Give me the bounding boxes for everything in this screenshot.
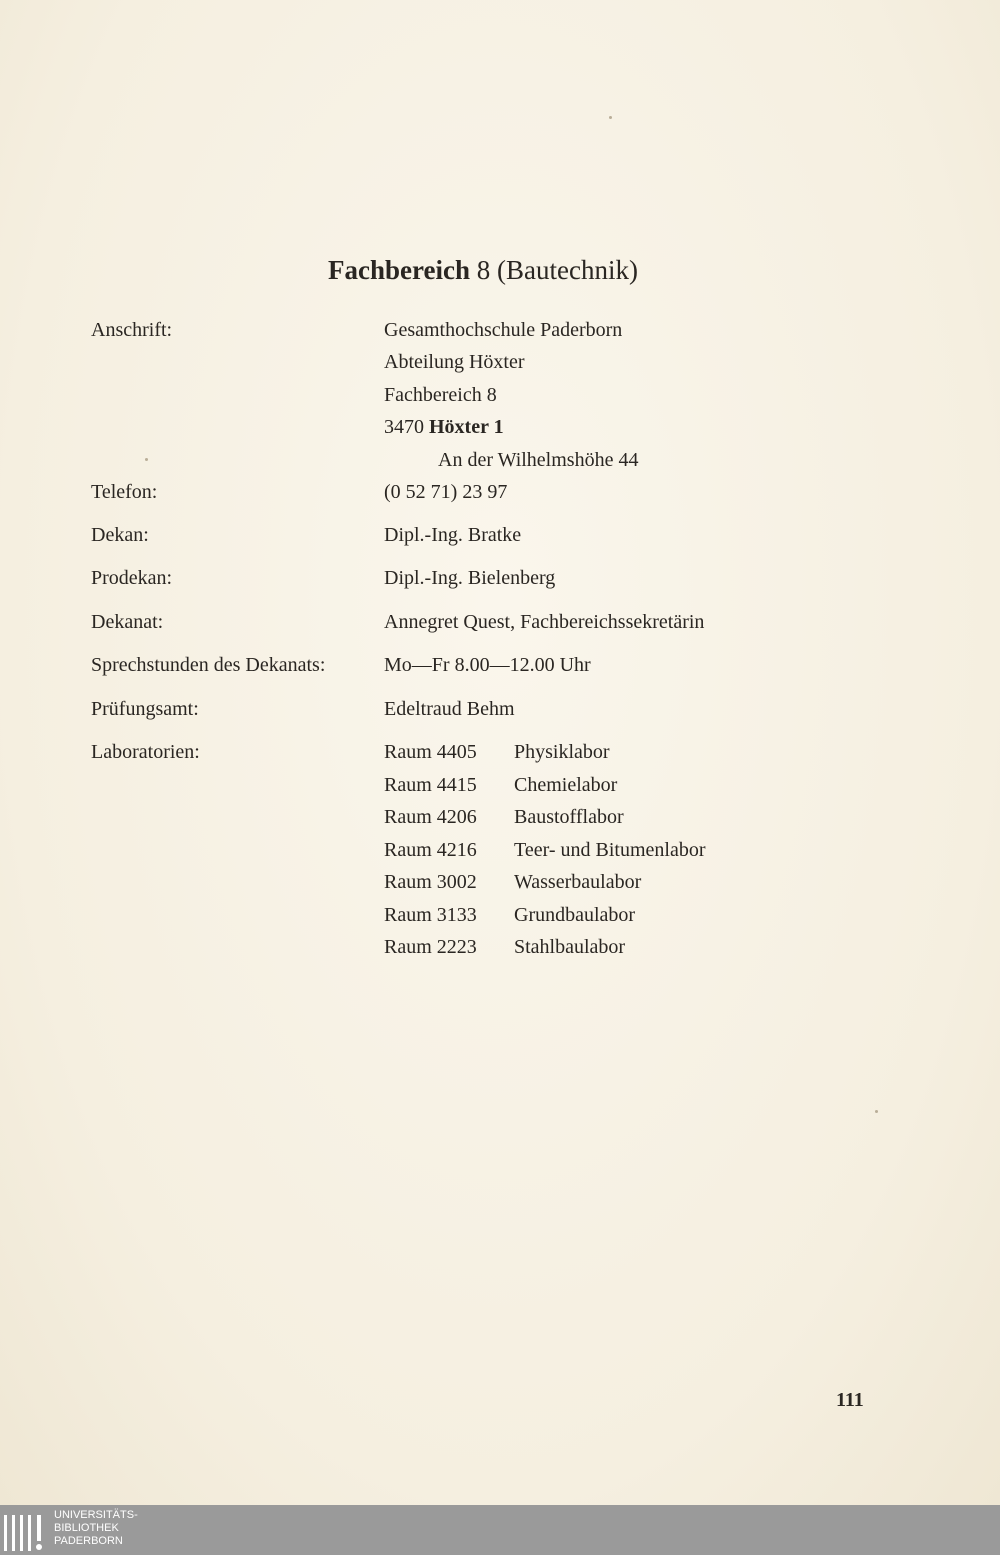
lab-name: Physiklabor bbox=[514, 741, 610, 763]
lab-room: Raum 3002 bbox=[384, 871, 477, 893]
dekanat-value: Annegret Quest, Fachbereichssekretärin bbox=[384, 611, 705, 633]
title-bold: Fachbereich bbox=[328, 255, 471, 285]
pruefungsamt-value: Edeltraud Behm bbox=[384, 698, 515, 720]
lab-name: Grundbaulabor bbox=[514, 904, 636, 926]
title-rest: 8 (Bautechnik) bbox=[470, 255, 638, 285]
logo-line: UNIVERSITÄTS- bbox=[54, 1509, 138, 1521]
lab-room: Raum 3133 bbox=[384, 904, 477, 926]
logo-line: PADERBORN bbox=[54, 1535, 123, 1547]
paper-speck bbox=[609, 116, 612, 119]
prodekan-label: Prodekan: bbox=[91, 567, 173, 589]
address-line-2: Abteilung Höxter bbox=[384, 351, 525, 373]
lab-name: Chemielabor bbox=[514, 774, 618, 796]
address-line-1: Gesamthochschule Paderborn bbox=[384, 319, 623, 341]
sprechstunden-value: Mo—Fr 8.00—12.00 Uhr bbox=[384, 654, 591, 676]
city-name: Höxter 1 bbox=[429, 416, 504, 438]
lab-room: Raum 4415 bbox=[384, 774, 477, 796]
address-line-3: Fachbereich 8 bbox=[384, 384, 497, 406]
lab-room: Raum 4206 bbox=[384, 806, 477, 828]
lab-name: Stahlbaulabor bbox=[514, 936, 626, 958]
paper-speck bbox=[145, 458, 148, 461]
lab-room: Raum 4405 bbox=[384, 741, 477, 763]
library-logo-icon bbox=[4, 1511, 46, 1551]
address-street: An der Wilhelmshöhe 44 bbox=[438, 449, 639, 471]
dekanat-label: Dekanat: bbox=[91, 611, 164, 633]
lab-room: Raum 2223 bbox=[384, 936, 477, 958]
laboratorien-label: Laboratorien: bbox=[91, 741, 200, 763]
telefon-value: (0 52 71) 23 97 bbox=[384, 481, 508, 503]
anschrift-label: Anschrift: bbox=[91, 319, 173, 341]
telefon-label: Telefon: bbox=[91, 481, 158, 503]
dekan-value: Dipl.-Ing. Bratke bbox=[384, 524, 522, 546]
lab-name: Baustofflabor bbox=[514, 806, 624, 828]
prodekan-value: Dipl.-Ing. Bielenberg bbox=[384, 567, 556, 589]
library-logo-text bbox=[54, 1509, 138, 1548]
sprechstunden-label: Sprechstunden des Dekanats: bbox=[91, 654, 326, 676]
postal-code: 3470 bbox=[384, 416, 429, 438]
paper-speck bbox=[875, 1110, 878, 1113]
dekan-label: Dekan: bbox=[91, 524, 149, 546]
pruefungsamt-label: Prüfungsamt: bbox=[91, 698, 199, 720]
page-number: 111 bbox=[836, 1389, 864, 1411]
lab-name: Teer- und Bitumenlabor bbox=[514, 839, 706, 861]
page-title bbox=[0, 250, 966, 290]
lab-room: Raum 4216 bbox=[384, 839, 477, 861]
library-footer bbox=[0, 1505, 1000, 1555]
address-city bbox=[384, 413, 504, 441]
logo-line: BIBLIOTHEK bbox=[54, 1522, 119, 1534]
lab-name: Wasserbaulabor bbox=[514, 871, 642, 893]
